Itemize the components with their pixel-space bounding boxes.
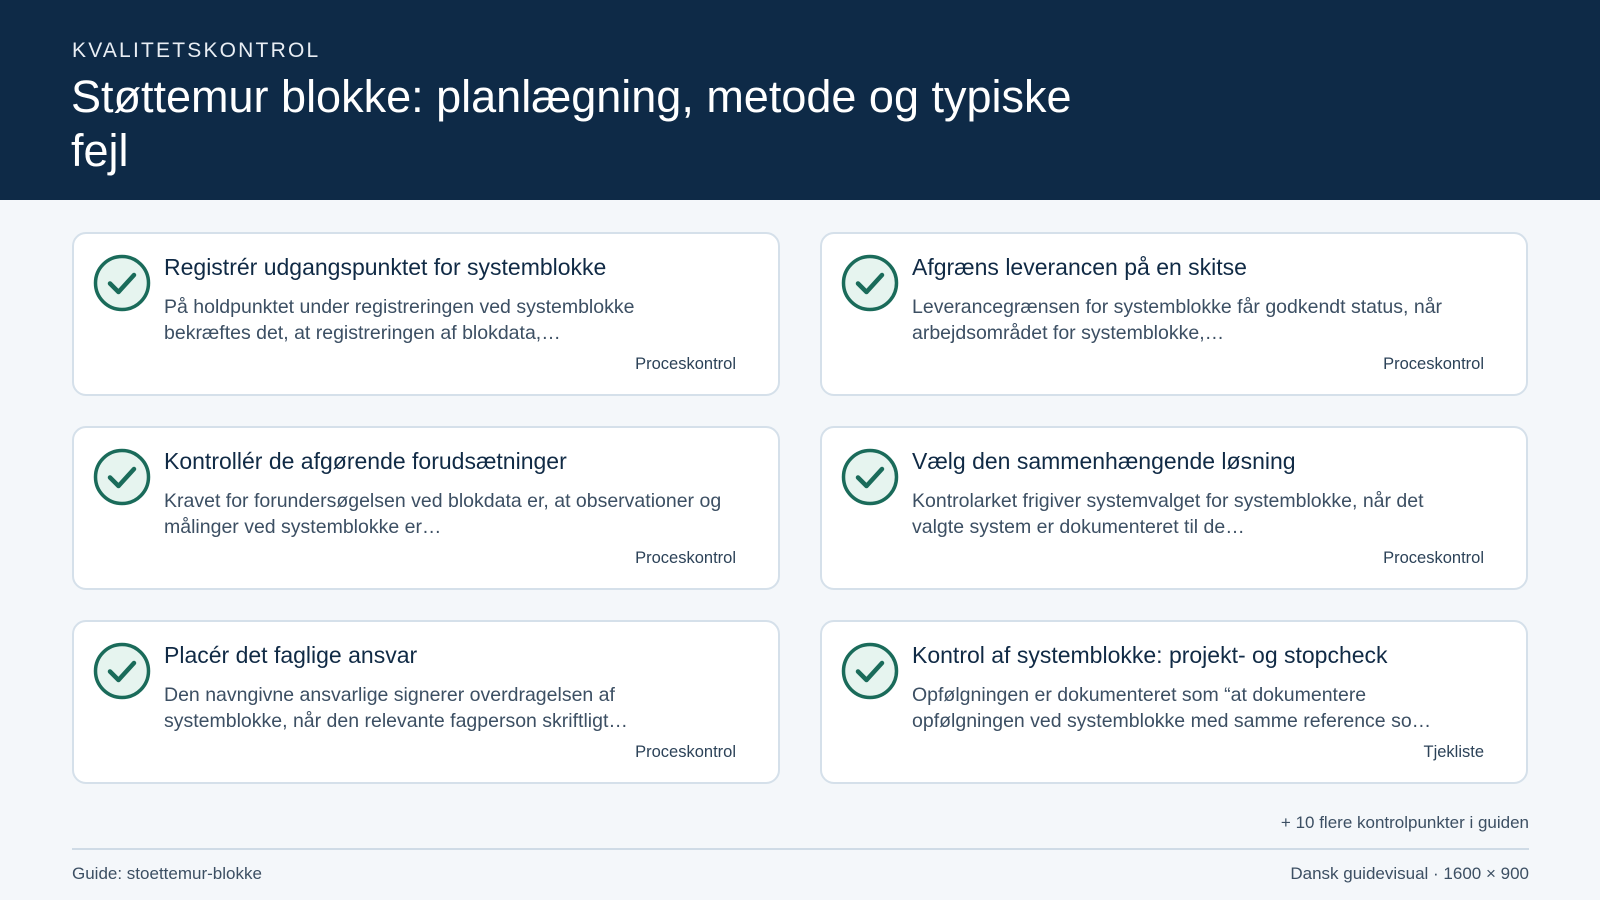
card-tag: Proceskontrol [635,355,736,373]
card-description: Kontrolarket frigiver systemvalget for systemblokke, når det valgte system er dokumenteret til de… [912,490,1424,538]
card-title: Afgræns leverancen på en skitse [912,254,1247,280]
checkpoint-card[interactable] [820,232,1528,396]
page-header [0,0,1600,200]
check-circle-icon [841,254,899,312]
checkpoint-card[interactable] [72,232,780,396]
card-description: På holdpunktet under registreringen ved systemblokke bekræftes det, at registreringen af blokdata,… [164,296,635,344]
card-description: Kravet for forundersøgelsen ved blokdata er, at observationer og målinger ved systemblokke er… [164,490,722,538]
card-description: Opfølgningen er dokumenteret som “at dokumentere opfølgningen ved systemblokke med samme reference so… [912,684,1432,732]
card-tag: Proceskontrol [635,549,736,567]
card-title: Vælg den sammenhængende løsning [912,448,1296,474]
checkpoint-card[interactable] [72,620,780,784]
check-circle-icon [93,642,151,700]
card-description: Leverancegrænsen for systemblokke får godkendt status, når arbejdsområdet for systemblokke,… [912,296,1443,344]
card-title: Placér det faglige ansvar [164,642,418,668]
card-title: Kontrollér de afgørende forudsætninger [164,448,567,474]
check-circle-icon [841,642,899,700]
checkpoint-card[interactable] [72,426,780,590]
eyebrow-label: KVALITETSKONTROL [72,39,321,62]
check-circle-icon [93,448,151,506]
card-tag: Proceskontrol [1383,549,1484,567]
check-circle-icon [93,254,151,312]
card-title: Kontrol af systemblokke: projekt- og stopcheck [912,642,1388,668]
page-title: Støttemur blokke: planlægning, metode og typiske fejl [71,71,1072,176]
footer-guide-label: Guide: stoettemur-blokke [72,864,262,883]
checkpoint-card[interactable] [820,620,1528,784]
card-tag: Proceskontrol [635,743,736,761]
footer-meta-label: Dansk guidevisual · 1600 × 900 [1290,864,1529,883]
card-tag: Proceskontrol [1383,355,1484,373]
card-title: Registrér udgangspunktet for systemblokke [164,254,607,280]
card-tag: Tjekliste [1423,743,1484,761]
card-description: Den navngivne ansvarlige signerer overdragelsen af systemblokke, når den relevante fagperson skriftligt… [164,684,628,732]
footer-divider [72,848,1529,850]
checkpoint-card[interactable] [820,426,1528,590]
more-checkpoints-link[interactable]: + 10 flere kontrolpunkter i guiden [1280,813,1529,832]
check-circle-icon [841,448,899,506]
